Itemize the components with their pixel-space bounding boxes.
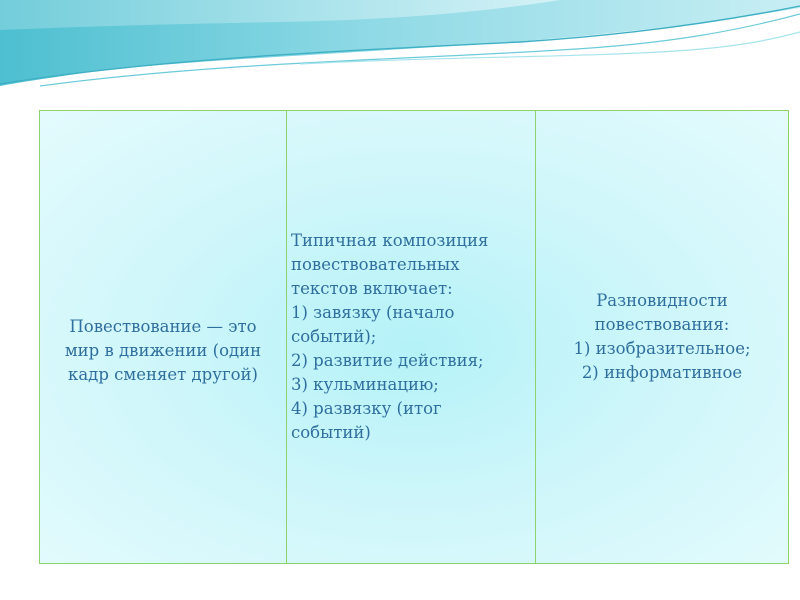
cell1-line: кадр сменяет другой) (68, 364, 258, 384)
cell2-line: Типичная композиция (291, 231, 489, 251)
table-row (40, 111, 789, 564)
content-table (39, 110, 789, 564)
cell3-line: 2) информативное (581, 362, 743, 382)
cell2-line: повествовательных (291, 255, 460, 275)
cell2-line: 3) кульминацию; (291, 374, 439, 394)
wave-header-decoration (0, 0, 800, 100)
cell1-line: мир в движении (один (64, 341, 262, 361)
cell-narration-types (536, 111, 789, 564)
cell2-line: 1) завязку (начало (291, 303, 455, 323)
cell3-line: 1) изобразительное; (573, 339, 751, 358)
cell2-line: событий); (291, 327, 377, 347)
cell1-line: Повествование — это (69, 317, 257, 337)
cell3-line: повествования: (594, 315, 730, 335)
cell-narration-definition (40, 111, 287, 564)
cell2-line: событий) (291, 422, 371, 442)
cell-composition (287, 111, 536, 564)
cell3-line: Разновидности (596, 291, 728, 311)
cell2-line: 2) развитие действия; (291, 350, 484, 370)
cell2-line: текстов включает: (291, 279, 453, 299)
cell2-line: 4) развязку (итог (291, 398, 442, 418)
